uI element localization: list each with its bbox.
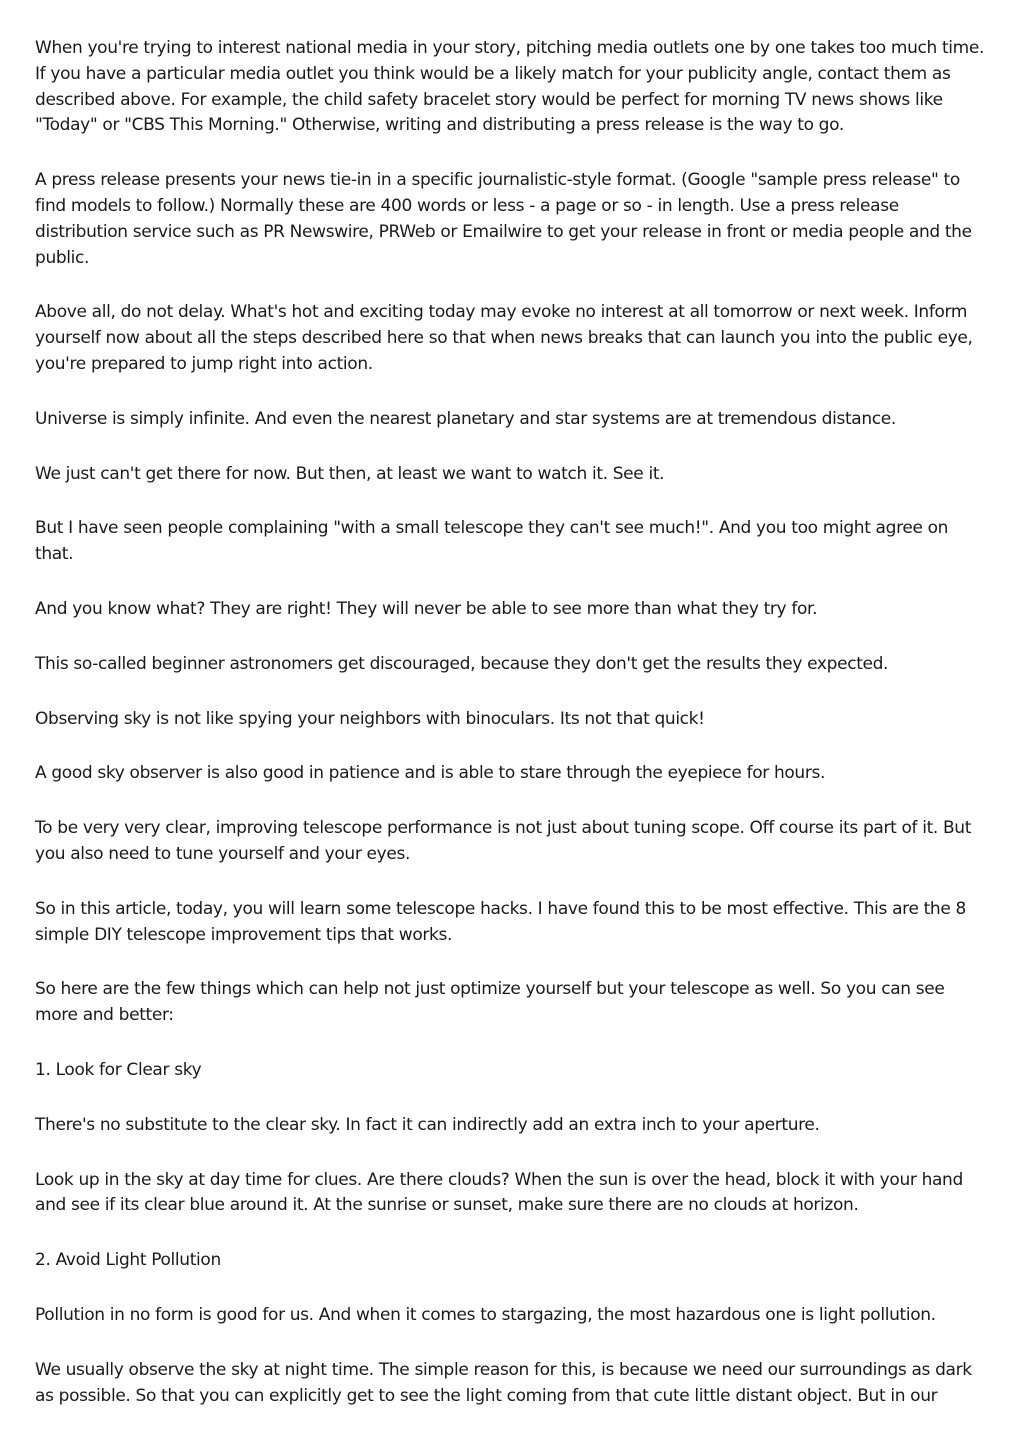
document-body bbox=[35, 36, 991, 1438]
section-heading-light-pollution: 2. Avoid Light Pollution bbox=[35, 1250, 221, 1271]
paragraph-universe: Universe is simply infinite. And even the nearest planetary and star systems are at tremendous distance. bbox=[35, 408, 896, 429]
paragraph-telescope-hacks: So in this article, today, you will learn some telescope hacks. I have found this to be most effective. This are the 8 simple DIY telescope improvement tips that works. bbox=[35, 898, 966, 945]
paragraph-patience: A good sky observer is also good in patience and is able to stare through the eyepiece for hours. bbox=[35, 763, 826, 784]
paragraph-press-release: A press release presents your news tie-in in a specific journalistic-style format. (Google "sample press release" to find models to follow.) Normally these are 400 words or less - a page or so - in length. Use a press release distribution service such as PR Newswire, PRWeb or Emailwire to get your release in front or media people and the public. bbox=[35, 170, 972, 268]
paragraph-no-substitute: There's no substitute to the clear sky. In fact it can indirectly add an extra inch to your aperture. bbox=[35, 1114, 820, 1135]
paragraph-cant-get-there: We just can't get there for now. But then, at least we want to watch it. See it. bbox=[35, 463, 665, 484]
paragraph-beginners: This so-called beginner astronomers get discouraged, because they don't get the results they expected. bbox=[35, 653, 889, 674]
paragraph-binoculars: Observing sky is not like spying your neighbors with binoculars. Its not that quick! bbox=[35, 708, 705, 729]
paragraph-they-are-right: And you know what? They are right! They will never be able to see more than what they try for. bbox=[35, 598, 818, 619]
paragraph-media-pitching: When you're trying to interest national media in your story, pitching media outlets one by one takes too much time. If you have a particular media outlet you think would be a likely match for your publicity angle, contact them as described above. For example, the child safety bracelet story would be perfect for morning TV news shows like "Today" or "CBS This Morning." Otherwise, writing and distributing a press release is the way to go. bbox=[35, 38, 985, 136]
paragraph-do-not-delay: Above all, do not delay. What's hot and exciting today may evoke no interest at all tomorrow or next week. Inform yourself now about all the steps described here so that when news breaks that can launch you into the public eye, you're prepared to jump right into action. bbox=[35, 302, 973, 374]
paragraph-pollution: Pollution in no form is good for us. And when it comes to stargazing, the most hazardous one is light pollution. bbox=[35, 1304, 936, 1325]
paragraph-few-things: So here are the few things which can help not just optimize yourself but your telescope as well. So you can see more and better: bbox=[35, 979, 945, 1026]
paragraph-small-telescope: But I have seen people complaining "with a small telescope they can't see much!". And you too might agree on that. bbox=[35, 518, 949, 565]
paragraph-look-up: Look up in the sky at day time for clues. Are there clouds? When the sun is over the head, block it with your hand and see if its clear blue around it. At the sunrise or sunset, make sure there are no clouds at horizon. bbox=[35, 1169, 963, 1216]
paragraph-night-time: We usually observe the sky at night time. The simple reason for this, is because we need our surroundings as dark as possible. So that you can explicitly get to see the light coming from that cute little distant object. But in our bbox=[35, 1359, 972, 1406]
paragraph-tune-yourself: To be very very clear, improving telescope performance is not just about tuning scope. Off course its part of it. But you also need to tune yourself and your eyes. bbox=[35, 818, 972, 864]
section-heading-clear-sky: 1. Look for Clear sky bbox=[35, 1059, 202, 1080]
